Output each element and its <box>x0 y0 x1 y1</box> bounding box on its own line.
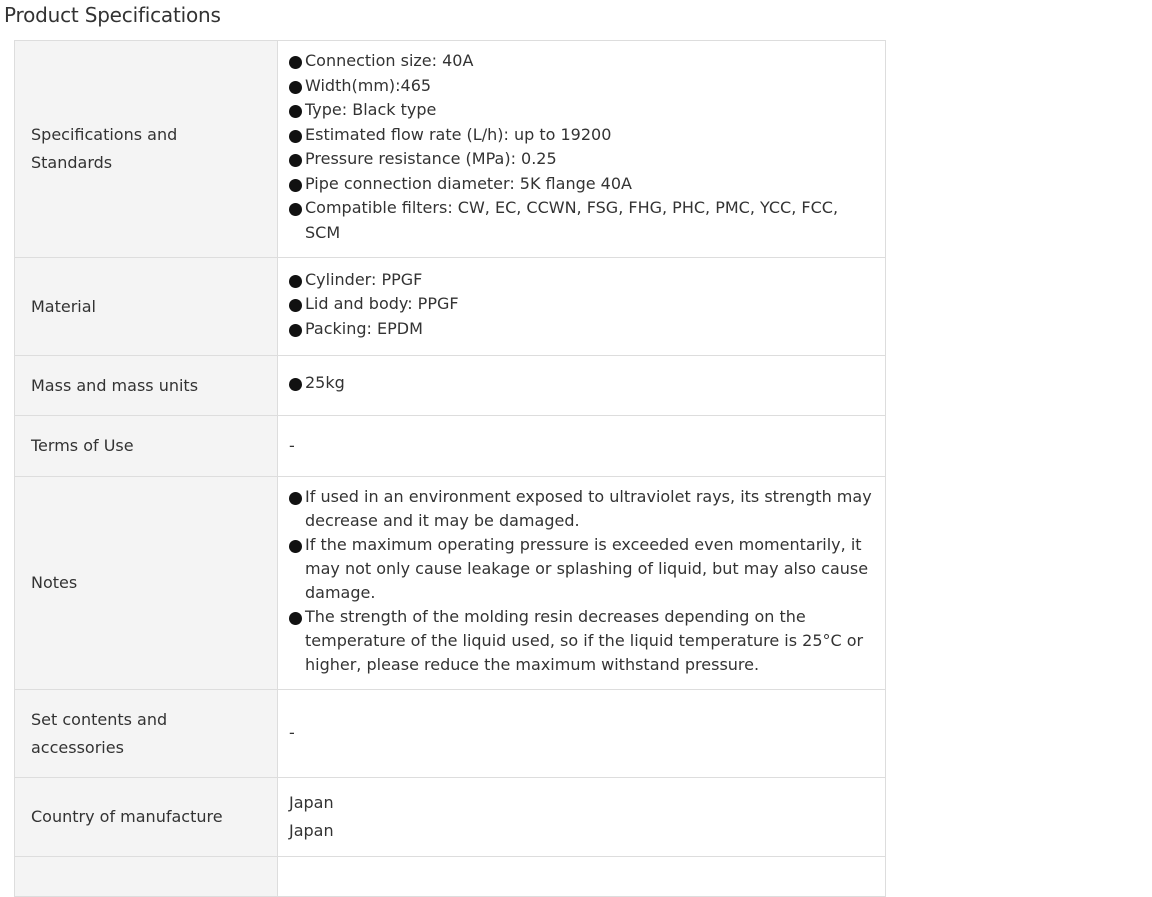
list-item <box>289 485 877 533</box>
row-label <box>15 41 278 258</box>
bullet-icon <box>289 203 302 216</box>
row-value-text: Japan <box>289 821 334 840</box>
spec-row-specifications <box>15 41 886 258</box>
list-item-text: Compatible filters: CW, EC, CCWN, FSG, FHG, PHC, PMC, YCC, FCC, SCM <box>305 198 839 242</box>
bullet-icon <box>289 492 302 505</box>
bullet-icon <box>289 275 302 288</box>
spec-row-material <box>15 258 886 356</box>
bullet-icon <box>289 378 302 391</box>
row-label <box>15 857 278 897</box>
row-value-text: - <box>289 435 295 455</box>
row-label: Notes <box>15 477 278 690</box>
row-value <box>278 258 886 356</box>
row-label-line: Standards <box>31 153 113 172</box>
row-label <box>15 690 278 778</box>
row-label: Mass and mass units <box>15 356 278 416</box>
list-item-text: Connection size: 40A <box>305 51 474 70</box>
list-item <box>289 172 877 197</box>
list-item <box>289 98 877 123</box>
bullet-icon <box>289 179 302 192</box>
row-label: Terms of Use <box>15 416 278 477</box>
row-label: Material <box>15 258 278 356</box>
row-value <box>278 356 886 416</box>
list-item <box>289 292 877 317</box>
row-value-text: - <box>289 723 295 743</box>
spec-row-terms-of-use <box>15 416 886 477</box>
list-item <box>289 533 877 605</box>
list-item <box>289 74 877 99</box>
bullet-icon <box>289 81 302 94</box>
row-value <box>278 690 886 778</box>
spec-row-partial <box>15 857 886 897</box>
list-item-text: Pipe connection diameter: 5K flange 40A <box>305 173 632 193</box>
list-item <box>289 317 877 342</box>
list-item-text: Lid and body: PPGF <box>305 294 459 314</box>
list-item-text: Type: Black type <box>305 100 437 119</box>
bullet-icon <box>289 612 302 625</box>
list-item-text: Cylinder: PPGF <box>305 269 423 289</box>
row-value <box>278 778 886 857</box>
list-item-text: Packing: EPDM <box>305 318 423 338</box>
row-label-line: accessories <box>31 737 124 757</box>
bullet-icon <box>289 540 302 553</box>
list-item <box>289 605 877 677</box>
list-item <box>289 268 877 293</box>
list-item-text: If used in an environment exposed to ultraviolet rays, its strength may decrease and it may be damaged. <box>305 487 872 530</box>
bullet-icon <box>289 105 302 118</box>
row-label-line: Specifications and <box>31 125 178 144</box>
spec-row-set-contents <box>15 690 886 778</box>
row-value <box>278 477 886 690</box>
list-item-text: Pressure resistance (MPa): 0.25 <box>305 149 557 168</box>
row-value <box>278 41 886 258</box>
spec-row-mass <box>15 356 886 416</box>
bullet-icon <box>289 56 302 69</box>
row-label-line: Set contents and <box>31 709 168 729</box>
spec-table <box>14 40 886 897</box>
bullet-icon <box>289 154 302 167</box>
list-item <box>289 123 877 148</box>
list-item-text: The strength of the molding resin decreases depending on the temperature of the liquid used, so if the liquid temperature is 25°C or higher, please reduce the maximum withstand pressure. <box>305 607 864 674</box>
bullet-list <box>289 485 877 677</box>
row-value <box>278 857 886 897</box>
list-item <box>289 371 877 396</box>
bullet-icon <box>289 299 302 312</box>
row-value <box>278 416 886 477</box>
list-item-text: 25kg <box>305 373 345 393</box>
list-item-text: If the maximum operating pressure is exceeded even momentarily, it may not only cause leakage or splashing of liquid, but may also cause damage. <box>305 535 869 602</box>
list-item <box>289 196 877 245</box>
bullet-icon <box>289 324 302 337</box>
spec-row-country <box>15 778 886 857</box>
page-title: Product Specifications <box>4 3 221 27</box>
bullet-icon <box>289 130 302 143</box>
spec-row-notes <box>15 477 886 690</box>
bullet-list <box>289 49 877 245</box>
bullet-list <box>289 268 877 342</box>
list-item <box>289 49 877 74</box>
list-item <box>289 147 877 172</box>
row-value-text: Japan <box>289 793 334 812</box>
row-label: Country of manufacture <box>15 778 278 857</box>
list-item-text: Width(mm):465 <box>305 75 432 95</box>
list-item-text: Estimated flow rate (L/h): up to 19200 <box>305 124 612 144</box>
bullet-list <box>289 371 877 396</box>
